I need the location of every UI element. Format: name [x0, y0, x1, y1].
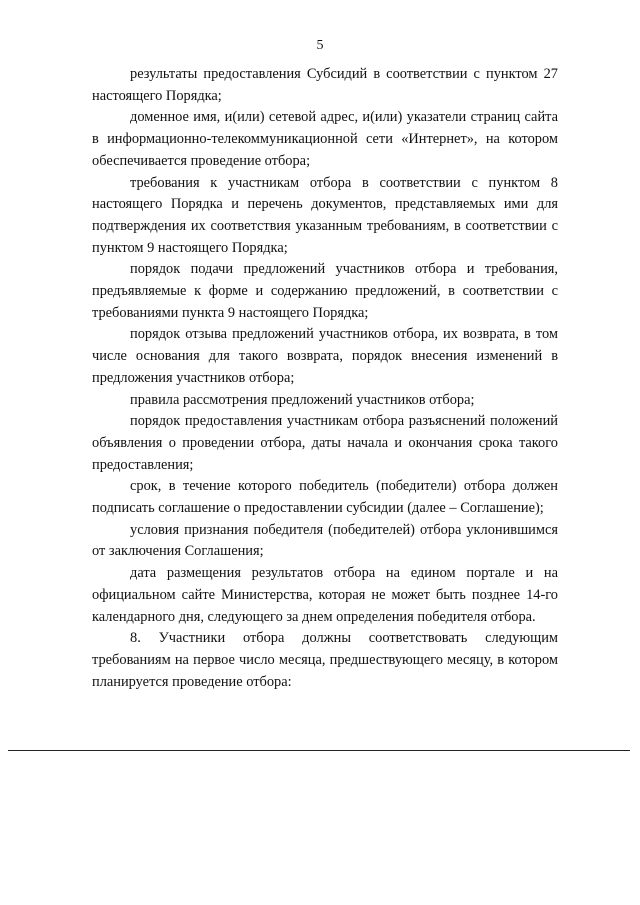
paragraph: порядок подачи предложений участников отбора и требования, предъявляемые к форме и содержанию предложений, в соответствии с требованиями пункта 9 настоящего Порядка; — [92, 261, 558, 321]
paragraph: условия признания победителя (победителей) отбора уклонившимся от заключения Соглашения; — [92, 521, 558, 560]
bottom-divider — [8, 750, 630, 751]
paragraph: 8. Участники отбора должны соответствовать следующим требованиям на первое число месяца, предшествующего месяцу, в котором планируется проведение отбора: — [92, 630, 558, 690]
paragraph: дата размещения результатов отбора на едином портале и на официальном сайте Министерства, которая не может быть позднее 14-го календарного дня, следующего за днем определения победителя отбора. — [92, 565, 558, 625]
paragraph: порядок отзыва предложений участников отбора, их возврата, в том числе основания для такого возврата, порядок внесения изменений в предложения участников отбора; — [92, 326, 558, 386]
paragraph: результаты предоставления Субсидий в соответствии с пунктом 27 настоящего Порядка; — [92, 66, 558, 104]
page-number: 5 — [316, 38, 324, 53]
paragraph: доменное имя, и(или) сетевой адрес, и(или) указатели страниц сайта в информационно-телекоммуникационной сети «Интернет», на котором обеспечивается проведение отбора; — [92, 109, 558, 169]
paragraph: правила рассмотрения предложений участников отбора; — [130, 391, 475, 408]
document-body — [92, 64, 558, 693]
paragraph: требования к участникам отбора в соответствии с пунктом 8 настоящего Порядка и перечень документов, представляемых ими для подтверждения их соответствия указанным требованиям, в соответствии с пунктом 9 настоящего Порядка; — [92, 174, 558, 256]
paragraph: порядок предоставления участникам отбора разъяснений положений объявления о проведении отбора, даты начала и окончания срока такого предоставления; — [92, 413, 558, 473]
paragraph: срок, в течение которого победитель (победители) отбора должен подписать соглашение о предоставлении субсидии (далее – Соглашение); — [92, 478, 558, 517]
